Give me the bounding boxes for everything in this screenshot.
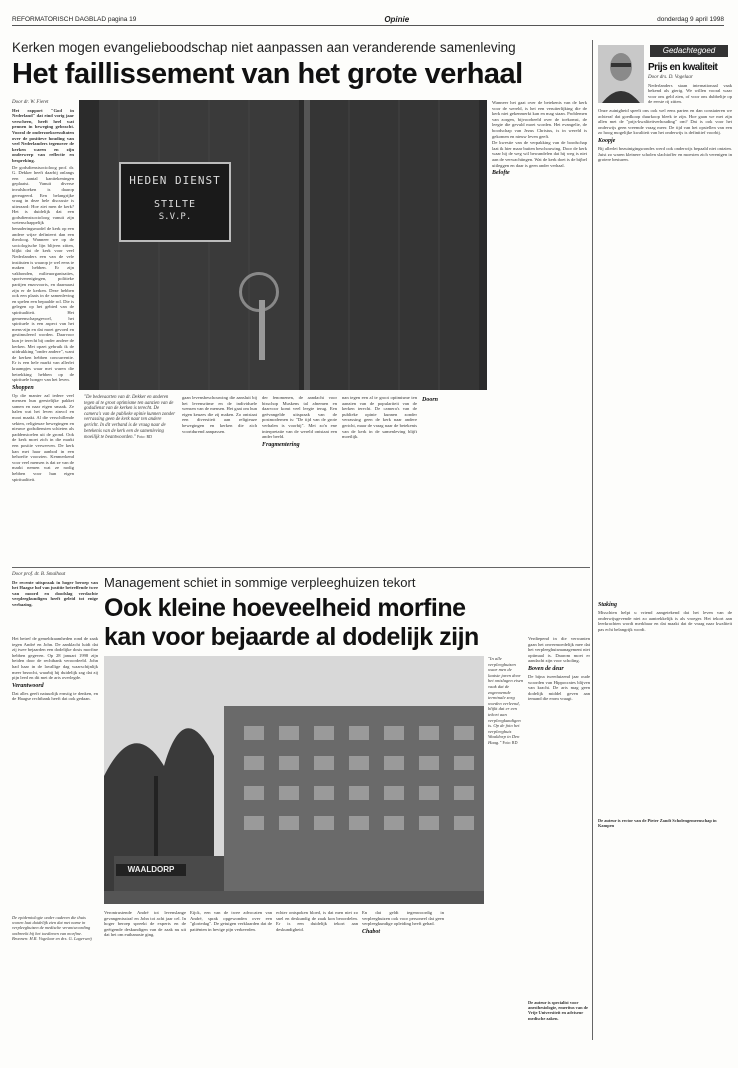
page-header (12, 14, 724, 26)
article2-photo (104, 656, 484, 904)
waaldorp-sign: WAALDORP (116, 864, 186, 876)
sidebar-body (598, 108, 732, 388)
article2-body-2: Verontrustende André tot levenslange gevangenisstraf en John tot acht jaar cel. In hoger beroep spreekt de experts en de geëigende deskundigen van de zaak nu uit dat het om euthanasie ging. (104, 910, 186, 938)
article1-column-right (492, 100, 587, 450)
article1-body-3: gaan levensbeschouwing die aansluit bij het levensritme en de individuele wensen van de mensen. Het gaat om hun eigen keuzes die zij maken. Zo ontstaat een diversiteit aan religieuze bewegingen en kerken die zich voortdurend aanpassen. (182, 395, 258, 434)
subheading-doorn: Doorn (422, 397, 439, 403)
subheading-shoppen: Shoppen (12, 384, 34, 391)
article2-column-3 (190, 910, 272, 1050)
article2-body-1b: Dat alles geeft natuurlijk ernstig te denken, en de Haagse rechtbank heeft dat ook gedaan. (12, 690, 98, 702)
article1-photo-credit: Foto: RD (137, 434, 153, 440)
subheading-belofte: Belofte (492, 170, 510, 177)
sidebar-headline: Prijs en kwaliteit (648, 62, 718, 73)
church-sign (119, 162, 231, 242)
article2-body-7: De bijna tweeduizend jaar oude woorden van Hippocrates blijven van kracht. De arts mag geen dodelijk middel geven aan iemand die erom vraagt. (528, 673, 590, 702)
article2-caption (488, 656, 524, 746)
article2-body-4: echter ontspoken bloed, is dat men niet zo snel en deskundig de zaak kon beoordelen. Er is een duidelijk tekort aan deskundigheid. (276, 910, 358, 932)
article-divider (12, 567, 590, 568)
article1-column-5 (342, 395, 417, 555)
subheading-verantwoord: Verantwoord (12, 682, 44, 689)
article1-photo (79, 100, 487, 390)
article2-photo-credit: Foto: RD (502, 739, 518, 745)
sidebar-body-lower (598, 600, 732, 720)
article2-column-5 (362, 910, 444, 1050)
header-date: donderdag 9 april 1998 (657, 16, 724, 23)
article2-body-1: Het betref de gemeldzaamheden rond de zaak tegen André en John. De aanklacht luidt dat zij twee bejaarden een dodelijke dosis morfine hebben gegeven. Op 28 januari 1998 zijn beiden door de rechtbank veroordeeld. John had haar in de lavallige dag waarschijnlijk meer bezocht, waarbij hij duidelijk zag dat zij pijn leed en dit met de arts overlegde. (12, 636, 98, 681)
article1-column-6 (422, 395, 497, 555)
sidebar-lead: Nederlanders staan internationaal vaak bekend als gierig. We willen vooral waar voor ons geld zien, of voor ons dubbeltje op de eerste rij zitten. (648, 82, 732, 105)
sidebar-author-note: De auteur is rector van de Pieter Zandt Scholengemeenschap in Kampen (598, 818, 717, 829)
sign-line-2: STILTE (153, 199, 197, 210)
header-left: REFORMATORISCH DAGBLAD pagina 19 (12, 16, 137, 23)
sign-line-1: HEDEN DIENST (129, 174, 221, 187)
sidebar-badge: Gedachtegoed (650, 45, 728, 57)
article1-body-6: Wanneer het gaat over de betekenis van de kerk voor de wereld, is het een veruiterlijking die de kerk niet gekenmerkt kan en mag staan. Problemen van zorgen, bijvoorbeeld over de toekomst, de leegte die gevuld moet worden. Het evangelie, de boodschap van Jezus Christus, is in wereld is gekomen en nieuw leven geeft. (492, 100, 587, 139)
section-title: Opinie (384, 15, 410, 24)
article2-headline-line2: kan voor bejaarde al dodelijk zijn (104, 623, 479, 651)
sidebar-intro (648, 75, 732, 105)
sign-line-3: S.V.P. (158, 212, 192, 222)
subheading-staking: Staking (598, 602, 618, 608)
subheading-koopje: Koopje (598, 137, 616, 144)
article2-intro (12, 572, 98, 632)
article1-lead: Het rapport "God in Nederland" dat eind vorig jaar verscheen, heeft heel wat pennen in beweging gebracht. Vooral de onderzoeksresultaten over de positieve houding van veel Nederlanders tegenover de kerken waren en zijn onderwerp van reflectie en bespreking. (12, 107, 74, 163)
article1-body-7: De kwestie van de verpakking van de boodschap laat ik hier maar buiten beschouwing. Door de kerk waar hij de weg wil bewandelen dat hij weg is niet aan de verwachtingen. Wat de kerk doet is de bijbel uitleggen en daar is geen ander verhaal. (492, 140, 587, 168)
article1-body-1b: Op die manier zal iedere veel mensen hun geestelijke pakket samen en naar eigen smaak. Ze halen wat het leven zinvol en mooi maakt. Al die verschillende sekten, religieuze bewegingen en nieuwe godsdiensten schieten als paddenstoelen uit de grond. Ook de kerk moet zich in die markt een positie verwerven. De kerk kan met haar aanbod in een behoefte voorzien. Kenmerkend voor veel mensen is dat ze van de markt nemen wat ze nodig hebben voor hun eigen spiritualiteit. (12, 392, 74, 482)
article1-column-1 (12, 100, 74, 482)
article2-lead: De recente uitspraak in hoger beroep van het Haagse hof van justitie betreffende twee van moord en doodslag verdachte verpleegkundigen heeft geleid tot enige verbazing. (12, 579, 98, 607)
sidebar-body-2: Bij allerlei bezuinigingsrondes werd ook onderwijs bepaald niet ontzien. Juist zo waren kleinere scholen slachtoffer en moesten zich verenigen in grotere besturen. (598, 145, 732, 163)
subheading-fragmentering: Fragmentering (262, 441, 300, 448)
article1-kicker: Kerken mogen evangelieboodschap niet aanpassen aan veranderende samenleving (12, 40, 516, 55)
article2-body-6: Verdiepend in die verwanten gaan het onvermoedelijk mee dat het verpleeghuismanagement niet optimaal is. Daarom moet er aandacht zijn voor scholing. (528, 636, 590, 664)
article2-body-3: Eijck, een van de twee advocaten van André, sprak opgewonden over een "gloriedag". De getuigen verklaarden dat de patiënten in hevige pijn verkeerden. (190, 910, 272, 932)
article2-author-note: De auteur is specialist voor anesthesiologie, emeritus van de Vrije Universiteit en adviseur medische zaken. (528, 1000, 589, 1021)
author-portrait (598, 45, 644, 103)
portrait-svg (598, 45, 644, 103)
article2-caption-text: "In alle verpleeghuizen waar men de laatste jaren door het ontslagen eisen vaak dat de zogenoemde terminale zorg worden verleend, blijkt dat er een tekort aan verpleegkundigen is. Op de foto het verpleeghuis Waaldorp in Den Haag." (488, 656, 524, 745)
article1-caption (84, 395, 176, 441)
column-divider (592, 40, 593, 1040)
article2-column-right (528, 636, 590, 926)
door-handle-bar (259, 300, 265, 360)
article1-headline: Het faillissement van het grote verhaal (12, 58, 523, 90)
article1-column-3 (182, 395, 257, 555)
article2-headline-line1: Ook kleine hoeveelheid morfine (104, 594, 466, 622)
article2-column-2 (104, 910, 186, 1050)
article2-headline (104, 594, 590, 652)
subheading-boven-de-deur: Boven de deur (528, 665, 564, 672)
sidebar-byline: Door drs. D. Vogelaar (648, 75, 693, 80)
article2-footnote: De epidemiologie onder ouderen die thuis wonen laat duidelijk zien dat met name in verpleeghuizen de medische verantwoording ontbreekt bij het toedienen van morfine. Bronnen: H.R. Vogelaar en drs. G. Lagerweij (12, 915, 92, 941)
door-photo-svg (79, 100, 487, 390)
article2-body-5: En dat geldt tegenwoordig in verpleeghuizen ook voor personeel dat geen verpleegkundige opleiding heeft gehad. (362, 910, 444, 927)
article1-body-5: nan tegen een al te groot optimisme ten aanzien van de populariteit van de kerken terecht. De camera's van de publieke opinie kunnen zonder verrassing geen de kerk naar andere gericht, maar de vraag naar de betekenis van de kerk in de samenleving blijft moeilijk. (342, 395, 417, 440)
article1-body-1: De godsdienstsocioloog prof. dr. G. Dekker heeft daarbij onlangs een aantal kanttekeningen geplaatst. Vanuit diverse invalshoeken is daarop gereageerd. Een belangrijke vraag in deze hele discussie is uiteraard: Hoe ziet men de kerk? Het is duidelijk dat een godsdienstsocioloog vanuit zijn wetenschappelijk benaderingsmodel de kerk op een andere wijze definieert dan een theoloog. Wanneer we op de sociologische lijn blijven zitten, blijkt dat de kerk voor veel Nederlanders een van de vele instituten is waarop je wel eens te maken hebben. Er zijn vakbonden, milieuorganisaties, sportverenigingen, politieke partijen enzovoorts, en daarnaast zijn er de kerken. Deze hebben ook een plaats in de samenleving en spelen een bepaalde rol. Die is gelegen op het gebied van de spiritualiteit. Het gemeenschapsgevoel, het spirituele is een aspect van het mens-zijn en dat moet gevoed en gestimuleerd worden. Daarvoor kun je terecht bij onder andere de kerken. Met opzet gebruik ik de uitdrukking "onder andere", want de kerken hebben concurrentie. Er is een hele markt van allerlei kraampjes waar met waren die betrekking hebben op de spirituele honger van het leven. (12, 164, 74, 383)
article2-column-1 (12, 636, 98, 866)
article1-caption-text: "De bedevaarten van dr. Dekker en anderen tegen al te groot optimisme ten aanzien van de godsdienst van de kerken is terecht. De camera's van de publieke opinie kunnen zonder verrassing geen de kerk naar ten andere gericht. In dit verband is de vraag naar de betekenis van de kerk een de samenleving moeilijk te beantwoorden." (84, 395, 176, 441)
article2-column-4 (276, 910, 358, 1050)
article2-byline: Door prof. dr. B. Smalhout (12, 572, 66, 577)
article1-column-4 (262, 395, 337, 555)
article1-byline: Door dr. W. Fieret (12, 100, 49, 105)
subheading-chabot: Chabot (362, 928, 381, 935)
article2-kicker: Management schiet in sommige verpleeghuizen tekort (104, 575, 416, 590)
article1-body-4: der fenomenen, de aandacht voor bisschop Muskens tal afnemen en daarvoor komt veel leegte terug. Een geëvangelde uitspraak van de postmodernen is: "De tijd van de grote verhalen is voorbij". Met zo'n ene interpretatie van de wereld ontstaat een ander beeld. (262, 395, 337, 440)
sidebar-body-1: Onze zuinigheid speelt ons ook wel eens parten en dan constateren we achteraf dat goedkoop duurkoop bleek te zijn. Hoe gaan we met zijn allen met de "prijs-kwaliteitverhouding" om? Dat is ook voor het onderwijs geen vreemde vraag meer. De tijd van het opstellen van een zo hoog mogelijke kwaliteit van het onderwijs is definitief voorbij. (598, 108, 732, 136)
sidebar-body-3: Misschien helpt u vriend aangetekend dat het leven van de onderwijsgevende niet zo aantrekkelijk is als vroeger. Het tekort aan leerkrachten wordt merkbaar en dat maakt dat de vraag naar kwaliteit pas echt belangrijk wordt. (598, 610, 732, 632)
